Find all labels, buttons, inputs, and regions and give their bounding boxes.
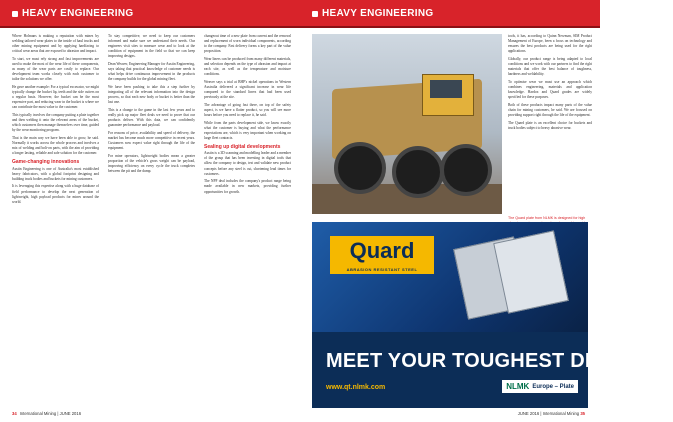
paragraph: Austin is a 3D scanning and modelling leader and a member of the group that has been investing in digital tools that allow the company to design, test and validate new product concepts before any steel is cut, shortening lead times for customers. xyxy=(204,151,291,176)
section-title: HEAVY ENGINEERING xyxy=(322,8,434,19)
page-number: 35 xyxy=(580,411,585,416)
paragraph: The Quard plate is an excellent choice for buckets and truck bodies subject to heavy abrasive wear. xyxy=(508,120,592,130)
section-header xyxy=(0,0,300,26)
paragraph: Austin Engineering is one of Australia's most established heavy fabricators, with a global footprint designing and building truck bodies and buckets for mining customers. xyxy=(12,166,99,181)
paragraph: While from the parts development side, we know exactly what the customer is buying and what the performance expectations are, which is very important when working on large fleet contracts. xyxy=(204,120,291,141)
page-footer xyxy=(12,411,81,416)
article-column-right xyxy=(508,34,592,214)
page-number: 34 xyxy=(12,411,17,416)
paragraph: Globally, our product range is being adapted to local conditions and we work with our partners to find the right materials that offer the best balance of toughness, hardness and weldability. xyxy=(508,56,592,77)
paragraph: tools, it has, according to Quinn Newman, SIM Product Management of Europe, been a focus on technology and ensures the best products are being used for the right applications. xyxy=(508,34,592,54)
paragraph: To start, we must rely strong and fast improvements are used to make the most of the wear life of these components, as many of the wear parts are costly to replace. Our development team works closely with each customer to tailor the solutions we offer. xyxy=(12,56,99,82)
paragraph: The NPF deal includes the company's product range being made available in new markets, providing further opportunities for growth. xyxy=(204,179,291,194)
wheel-shape xyxy=(440,144,492,196)
paragraph: We have been pushing to take this a step further by integrating all of the relevant information into the design process, so that each new body or bucket is better than the last one. xyxy=(108,85,195,105)
paragraph: That is the main way we have been able to grow, he said. Normally it works across the whole process and involves a mix of welding and bolt-on parts, with the aim of providing a longer lasting, reliable and safe solution for the customer. xyxy=(12,136,99,156)
left-page xyxy=(0,0,300,422)
article-column-1 xyxy=(12,34,99,406)
steel-plate-shape xyxy=(493,230,569,313)
truck-window-shape xyxy=(430,80,462,98)
logo-tagline: ABRASION RESISTANT STEEL xyxy=(346,267,418,272)
ad-headline: MEET YOUR TOUGHEST DEMANDS xyxy=(326,350,673,372)
section-header xyxy=(300,0,600,26)
wheel-shape xyxy=(334,142,386,194)
ad-website-link[interactable]: www.qt.nlmk.com xyxy=(326,384,386,391)
paragraph: changeout time of a new plate from current and the removal and replacement of worn individual components, according to the company. Fast delivery forms a key part of the value proposition. xyxy=(204,34,291,54)
paragraph: This typically involves the company putting a plate together and then welding it onto the relevant areas of the bucket, which customers then manage themselves over time, guided by the wear monitoring program. xyxy=(12,113,99,133)
paragraph: To optimise wear we must use an approach which combines engineering, materials and application knowledge. Hardox and Quard grades are widely specified for these purposes. xyxy=(508,79,592,100)
paragraph: For mine operators, lightweight bodies mean a greater proportion of the vehicle's gross weight can be payload, improving efficiency on every cycle the truck completes between the pit and the dump. xyxy=(108,153,195,174)
logo-wordmark: Quard xyxy=(349,238,415,263)
paragraph: This is a change to the game in the last few years and to really pick up major fleet deals we need to prove that our products deliver. With this data, we can confidently guarantee performance and payload. xyxy=(108,108,195,128)
brand-division: Europe – Plate xyxy=(532,383,574,390)
paragraph: Wear liners can be produced from many different materials, and selection depends on the type of abrasion and impact at each site, as well as the temperature and moisture conditions. xyxy=(204,56,291,77)
advertisement[interactable] xyxy=(312,222,673,408)
wheel-shape xyxy=(392,146,444,198)
right-page xyxy=(300,0,673,422)
paragraph: He gave another example: For a typical excavator, we might typically change the bucket lip, teeth and the side cutters on a regular basis. However, the bucket can be the most expensive part, and reducing wear in the bucket is where we can contribute the most value to the customer. xyxy=(12,85,99,110)
header-square-icon xyxy=(312,11,318,17)
section-title: HEAVY ENGINEERING xyxy=(22,8,134,19)
paragraph: For reasons of price, availability and speed of delivery, the market has become much more competitive in recent years. Customers now expect value right through the life of the equipment. xyxy=(108,130,195,151)
paragraph: Dean Weaver, Engineering Manager for Austin Engineering, says taking that practical knowledge of customer needs is what helps drive continuous improvement in the products the company builds for the global mining fleet. xyxy=(108,62,195,82)
paragraph: It is leveraging this expertise along with a huge database of field performance to develop the next generation of lightweight, high payload products for mines around the world. xyxy=(12,184,99,204)
paragraph: Both of these products impact many parts of the value chain for mining customers, he said. We are focused on providing support right through the life of the equipment. xyxy=(508,102,592,118)
photo-caption: The Quard plate from NLMK is designed for high xyxy=(508,216,586,220)
article-columns xyxy=(12,34,292,406)
brand-name: NLMK xyxy=(506,382,530,391)
page-footer xyxy=(518,411,588,416)
article-column-3 xyxy=(204,34,291,406)
publication-line: International Mining | JUNE 2016 xyxy=(19,411,82,416)
article-column-2 xyxy=(108,34,195,406)
nlmk-brand-badge xyxy=(502,380,578,393)
subheading: Game-changing innovations xyxy=(12,159,80,166)
paragraph: Where Holmans is making a reputation with mines by welding tailored wear plates to the inside of haul trucks and other mining equipment and by applying hardfacing to critical wear areas that are exposed to abrasion and impact. xyxy=(12,34,99,54)
subheading: Sealing up digital developments xyxy=(204,143,281,150)
paragraph: The advantage of going fast there, on top of the safety aspect, is we have a flatter product, so you will see more hours before you need to replace it, he said. xyxy=(204,102,291,118)
paragraph: Weaver says a trial at BHP's nickel operations in Western Australia delivered a significant increase in wear life compared to the standard liners that had been used previously at the site. xyxy=(204,79,291,100)
header-rule xyxy=(0,26,300,28)
quard-logo xyxy=(330,236,434,274)
paragraph: To stay competitive, we need to keep our customers informed and make sure we understand their needs. Our engineers visit sites to measure wear and to look at the condition of equipment in the field so that we can keep improving designs. xyxy=(108,34,195,59)
steel-plates-graphic xyxy=(452,232,582,322)
haul-truck-photo xyxy=(312,34,502,214)
header-square-icon xyxy=(12,11,18,17)
publication-line: JUNE 2016 | International Mining xyxy=(517,411,580,416)
header-rule xyxy=(300,26,600,28)
